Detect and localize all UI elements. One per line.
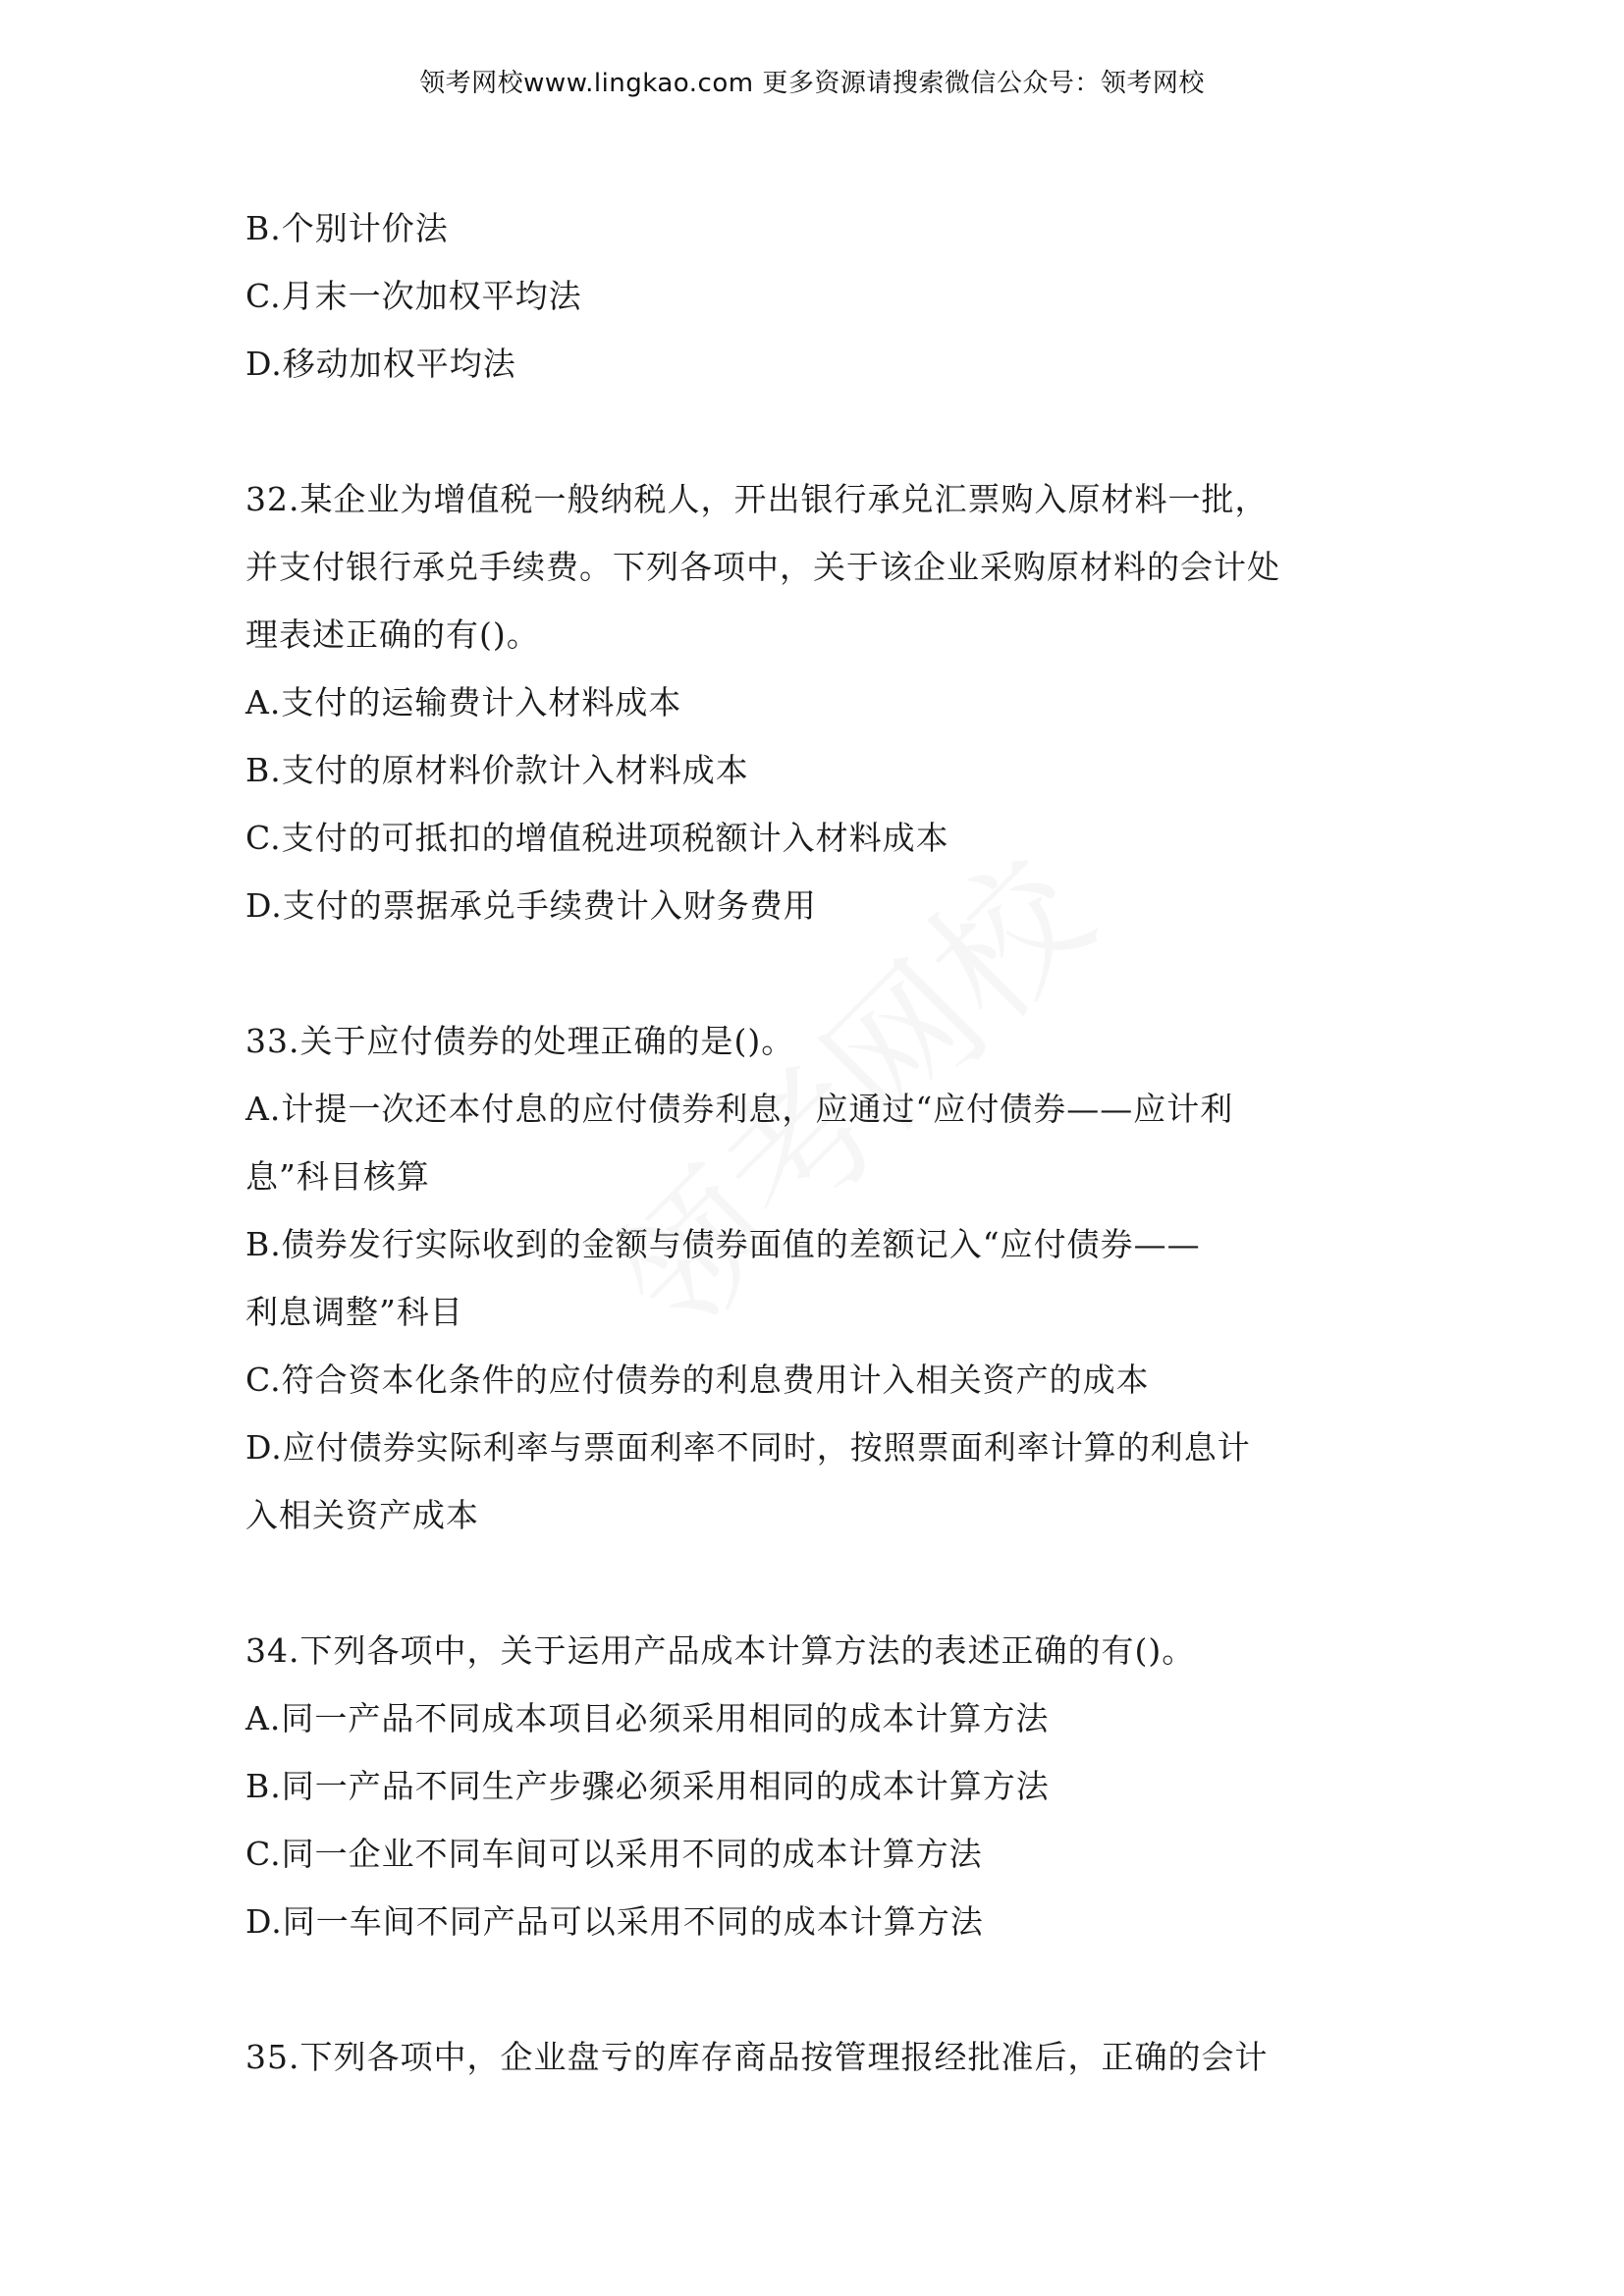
option-c: C.同一企业不同车间可以采用不同的成本计算方法 [245, 1835, 983, 1873]
document-body [245, 194, 1345, 2091]
option-c: C.月末一次加权平均法 [245, 277, 582, 315]
option-b: B.个别计价法 [245, 209, 449, 247]
question-stem: 32.某企业为增值税一般纳税人，开出银行承兑汇票购入原材料一批， [245, 480, 1269, 518]
option-b-cont: 利息调整”科目 [245, 1293, 463, 1331]
option-b: B.支付的原材料价款计入材料成本 [245, 751, 749, 789]
spacer [245, 1955, 1345, 2023]
option-a: A.计提一次还本付息的应付债券利息，应通过“应付债券——应计利 [245, 1090, 1234, 1128]
option-b: B.同一产品不同生产步骤必须采用相同的成本计算方法 [245, 1767, 1050, 1805]
option-a: A.同一产品不同成本项目必须采用相同的成本计算方法 [245, 1699, 1050, 1737]
question-stem: 34.下列各项中，关于运用产品成本计算方法的表述正确的有()。 [245, 1631, 1196, 1670]
option-d: D.移动加权平均法 [245, 345, 516, 383]
question-stem: 并支付银行承兑手续费。下列各项中，关于该企业采购原材料的会计处 [245, 548, 1280, 586]
spacer [245, 939, 1345, 1007]
page-header: 领考网校www.lingkao.com 更多资源请搜索微信公众号：领考网校 [419, 69, 1205, 98]
question-stem: 33.关于应付债券的处理正确的是()。 [245, 1022, 795, 1060]
option-c: C.支付的可抵扣的增值税进项税额计入材料成本 [245, 819, 949, 857]
option-a: A.支付的运输费计入材料成本 [245, 683, 682, 721]
option-b: B.债券发行实际收到的金额与债券面值的差额记入“应付债券—— [245, 1225, 1201, 1263]
spacer [245, 398, 1345, 465]
option-d: D.支付的票据承兑手续费计入财务费用 [245, 886, 817, 925]
option-d: D.应付债券实际利率与票面利率不同时，按照票面利率计算的利息计 [245, 1428, 1251, 1467]
option-a-cont: 息”科目核算 [245, 1157, 430, 1196]
question-34 [245, 1617, 1345, 1955]
question-33 [245, 1007, 1345, 1549]
option-d: D.同一车间不同产品可以采用不同的成本计算方法 [245, 1902, 984, 1941]
question-31-options [245, 194, 1345, 398]
option-c: C.符合资本化条件的应付债券的利息费用计入相关资产的成本 [245, 1361, 1150, 1399]
spacer [245, 1549, 1345, 1617]
question-32 [245, 465, 1345, 939]
question-stem: 理表述正确的有()。 [245, 615, 540, 654]
question-35 [245, 2023, 1345, 2091]
option-d-cont: 入相关资产成本 [245, 1496, 479, 1534]
question-stem: 35.下列各项中，企业盘亏的库存商品按管理报经批准后，正确的会计 [245, 2038, 1269, 2076]
